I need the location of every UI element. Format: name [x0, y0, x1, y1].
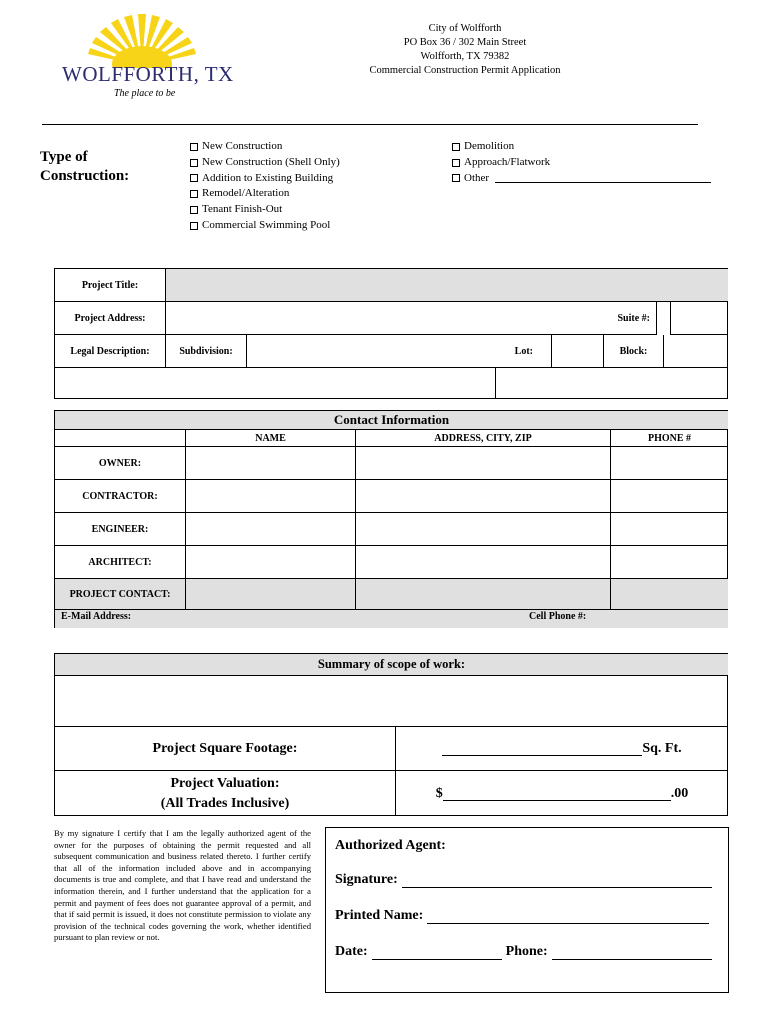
date-phone-row: Date: Phone:	[335, 944, 712, 960]
option-remodel[interactable]: Remodel/Alteration	[190, 186, 340, 202]
checkbox-icon[interactable]	[190, 159, 198, 167]
architect-address-field[interactable]	[356, 546, 611, 579]
engineer-label: ENGINEER:	[55, 513, 186, 546]
authorized-agent-box	[325, 827, 729, 993]
header-city: City of Wolfforth	[428, 23, 502, 34]
architect-label: ARCHITECT:	[55, 546, 186, 579]
header-citystate: Wolfforth, TX 79382	[420, 51, 510, 62]
subdivision-label: Subdivision:	[166, 335, 247, 368]
legal-description-field-2[interactable]	[496, 368, 728, 399]
engineer-address-field[interactable]	[356, 513, 611, 546]
scope-heading: Summary of scope of work:	[55, 654, 728, 676]
col-name-header: NAME	[186, 430, 356, 447]
suite-label: Suite #:	[617, 312, 650, 324]
logo-tagline: The place to be	[114, 88, 176, 99]
construction-type-label: Type of Construction:	[40, 149, 130, 184]
email-label: E-Mail Address:	[61, 611, 132, 622]
sqft-field[interactable]	[396, 727, 728, 771]
option-other[interactable]: Other	[452, 171, 711, 187]
city-logo	[58, 8, 234, 102]
legal-description-field[interactable]	[55, 368, 496, 399]
block-label: Block:	[604, 335, 664, 368]
checkbox-icon[interactable]	[190, 174, 198, 182]
printed-name-input-line[interactable]	[427, 910, 709, 924]
phone-input-line[interactable]	[552, 946, 712, 960]
header-divider	[42, 124, 698, 125]
col-address-header: ADDRESS, CITY, ZIP	[356, 430, 611, 447]
option-swimming-pool[interactable]: Commercial Swimming Pool	[190, 218, 340, 234]
printed-name-row: Printed Name:	[335, 908, 709, 924]
engineer-phone-field[interactable]	[611, 513, 728, 546]
project-contact-address-field[interactable]	[356, 579, 611, 610]
project-info-table	[54, 268, 728, 399]
architect-name-field[interactable]	[186, 546, 356, 579]
email-cell-row	[55, 610, 728, 628]
sqft-label: Project Square Footage:	[55, 727, 396, 771]
construction-options-left	[190, 139, 340, 234]
option-approach-flatwork[interactable]: Approach/Flatwork	[452, 155, 711, 171]
checkbox-icon[interactable]	[190, 222, 198, 230]
checkbox-icon[interactable]	[452, 143, 460, 151]
header-address: PO Box 36 / 302 Main Street	[403, 37, 527, 48]
valuation-label: Project Valuation: (All Trades Inclusive)	[55, 771, 396, 816]
contact-table	[54, 410, 728, 628]
sqft-unit: Sq. Ft.	[642, 740, 682, 756]
option-demolition[interactable]: Demolition	[452, 139, 711, 155]
block-field[interactable]	[664, 335, 728, 368]
option-addition[interactable]: Addition to Existing Building	[190, 171, 340, 187]
option-new-construction[interactable]: New Construction	[190, 139, 340, 155]
project-contact-label: PROJECT CONTACT:	[55, 579, 186, 610]
sun-icon	[58, 8, 226, 68]
owner-address-field[interactable]	[356, 447, 611, 480]
checkbox-icon[interactable]	[190, 143, 198, 151]
valuation-input-line[interactable]	[443, 787, 671, 801]
logo-wordmark: WOLFFORTH, TX	[62, 62, 234, 86]
signature-row: Signature:	[335, 872, 712, 888]
signature-input-line[interactable]	[402, 874, 712, 888]
contractor-label: CONTRACTOR:	[55, 480, 186, 513]
checkbox-icon[interactable]	[190, 206, 198, 214]
certification-statement: By my signature I certify that I am the legally authorized agent of the owner for the purposes of obtaining the permit requested and all subsequent communication and business related thereto. I further certify that all of the information included above and in accompanying documents is true and complete, and that I have read and understand the information therein, and I further understand that the application for a permit and payment of fees does not guarantee approval of a permit, and that if said permit is issued, it does not constitute permission to violate any provision of the technical codes governing the work, whether identified pursuant to plan review or not.	[54, 828, 311, 943]
project-contact-phone-field[interactable]	[611, 579, 728, 610]
checkbox-icon[interactable]	[452, 159, 460, 167]
checkbox-icon[interactable]	[190, 190, 198, 198]
authorized-agent-label: Authorized Agent:	[335, 838, 446, 853]
lot-field[interactable]	[552, 335, 604, 368]
lot-label: Lot:	[514, 345, 533, 357]
contractor-name-field[interactable]	[186, 480, 356, 513]
option-tenant-finish-out[interactable]: Tenant Finish-Out	[190, 202, 340, 218]
city-header	[340, 22, 590, 78]
suite-field[interactable]	[670, 302, 728, 335]
contact-header-blank	[55, 430, 186, 447]
contractor-address-field[interactable]	[356, 480, 611, 513]
subdivision-field[interactable]	[247, 335, 552, 368]
dollar-sign: $	[435, 785, 443, 801]
project-address-label: Project Address:	[55, 302, 166, 335]
date-input-line[interactable]	[372, 946, 502, 960]
contractor-phone-field[interactable]	[611, 480, 728, 513]
project-title-label: Project Title:	[55, 269, 166, 302]
engineer-name-field[interactable]	[186, 513, 356, 546]
other-input-line[interactable]	[495, 173, 711, 183]
cell-phone-label: Cell Phone #:	[529, 611, 587, 622]
contact-heading: Contact Information	[55, 411, 728, 430]
valuation-field[interactable]	[396, 771, 728, 816]
project-contact-name-field[interactable]	[186, 579, 356, 610]
owner-phone-field[interactable]	[611, 447, 728, 480]
owner-name-field[interactable]	[186, 447, 356, 480]
owner-label: OWNER:	[55, 447, 186, 480]
option-shell-only[interactable]: New Construction (Shell Only)	[190, 155, 340, 171]
project-address-field[interactable]	[166, 302, 657, 335]
architect-phone-field[interactable]	[611, 546, 728, 579]
header-form-title: Commercial Construction Permit Application	[369, 65, 561, 76]
checkbox-icon[interactable]	[452, 174, 460, 182]
legal-description-label: Legal Description:	[55, 335, 166, 368]
construction-options-right	[452, 139, 711, 186]
cents-label: .00	[670, 785, 689, 801]
scope-table	[54, 653, 728, 816]
sqft-input-line[interactable]	[442, 742, 642, 756]
project-title-field[interactable]	[166, 269, 728, 302]
col-phone-header: PHONE #	[611, 430, 728, 447]
scope-summary-field[interactable]	[55, 676, 728, 727]
